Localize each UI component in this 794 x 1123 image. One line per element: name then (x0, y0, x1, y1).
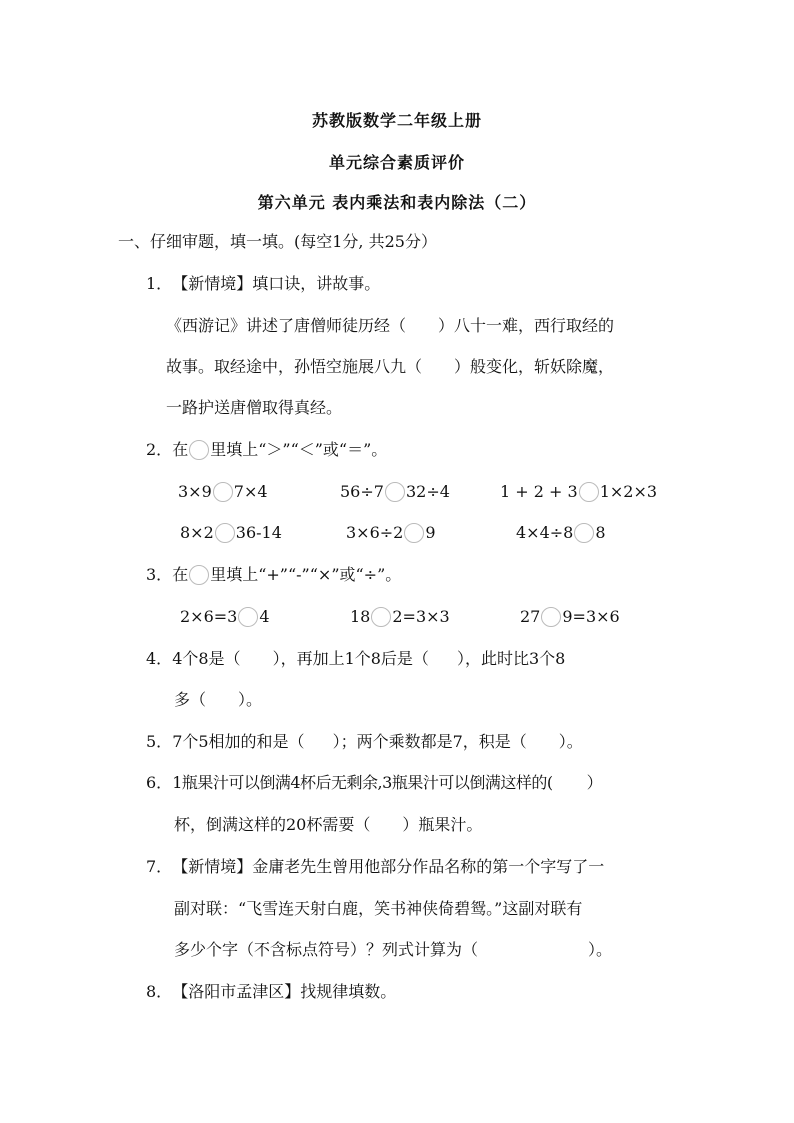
question-5: 5． 7个5相加的和是（ ）；两个乘数都是7，积是（ ）。 (146, 732, 583, 751)
q1-text: 填口诀，讲故事。 (252, 274, 381, 293)
compare-circle[interactable] (404, 523, 424, 543)
q7-line2: 副对联：“飞雪连天射白鹿，笑书神侠倚碧鸳。”这副对联有 (174, 899, 583, 918)
q4-number: 4． (146, 649, 173, 668)
q5-number: 5． (146, 732, 173, 751)
operator-circle[interactable] (238, 607, 258, 627)
q2-number: 2． (146, 440, 173, 459)
book-title: 苏教版数学二年级上册 (311, 111, 482, 130)
q2-item: 1 + 2 + 3 1×2×3 (500, 482, 658, 501)
operator-circle[interactable] (541, 607, 561, 627)
q2-item: 3×6÷2 9 (346, 523, 436, 542)
q3-number: 3． (146, 565, 173, 584)
question-7: 7． 【新情境】 金庸老先生曾用他部分作品名称的第一个字写了一 (146, 857, 605, 876)
q6-line2: 杯，倒满这样的20杯需要（ ）瓶果汁。 (174, 815, 483, 834)
q2-item: 4×4÷8 8 (516, 523, 606, 542)
compare-circle[interactable] (579, 482, 599, 502)
q7-number: 7． (146, 857, 173, 876)
q1-line3: 一路护送唐僧取得真经。 (166, 398, 343, 417)
evaluation-title: 单元综合素质评价 (328, 153, 465, 172)
q3-item: 27 9=3×6 (520, 607, 620, 626)
unit-title: 第六单元 表内乘法和表内除法（二） (257, 193, 537, 212)
q2-item: 56÷7 32÷4 (340, 482, 450, 501)
question-3: 3． 在 里填上“+”“-”“×”或“÷”。 (146, 565, 402, 584)
q1-line2: 故事。取经途中，孙悟空施展八九（ ）般变化，斩妖除魔， (166, 357, 615, 376)
question-6: 6． 1瓶果汁可以倒满4杯后无剩余,3瓶果汁可以倒满这样的( ） (146, 773, 603, 792)
circle-placeholder (189, 565, 209, 585)
q8-number: 8． (146, 982, 173, 1001)
q2-item: 3×9 7×4 (178, 482, 268, 501)
compare-circle[interactable] (385, 482, 405, 502)
q1-number: 1． (146, 274, 173, 293)
question-2: 2． 在 里填上“＞”“＜”或“＝”。 (146, 440, 388, 459)
compare-circle[interactable] (215, 523, 235, 543)
q6-number: 6． (146, 773, 173, 792)
q7-line3: 多少个字（不含标点符号）？列式计算为（ ）。 (174, 940, 613, 959)
q3-item: 18 2=3×3 (350, 607, 450, 626)
question-8: 8． 【洛阳市孟津区】 找规律填数。 (146, 982, 397, 1001)
section-heading: 一、仔细审题，填一填。(每空1分, 共25分） (118, 232, 437, 251)
compare-circle[interactable] (574, 523, 594, 543)
compare-circle[interactable] (213, 482, 233, 502)
circle-placeholder (189, 440, 209, 460)
q2-item: 8×2 36-14 (180, 523, 282, 542)
question-1 (146, 274, 380, 294)
question-4: 4． 4个8是（ ），再加上1个8后是（ ），此时比3个8 (146, 649, 566, 668)
q1-tag: 【新情境】 (172, 274, 253, 293)
q1-line1: 《西游记》讲述了唐僧师徒历经（ ）八十一难，西行取经的 (166, 316, 615, 335)
operator-circle[interactable] (371, 607, 391, 627)
q4-line2: 多（ ）。 (174, 690, 263, 709)
q3-item: 2×6=3 4 (180, 607, 270, 626)
